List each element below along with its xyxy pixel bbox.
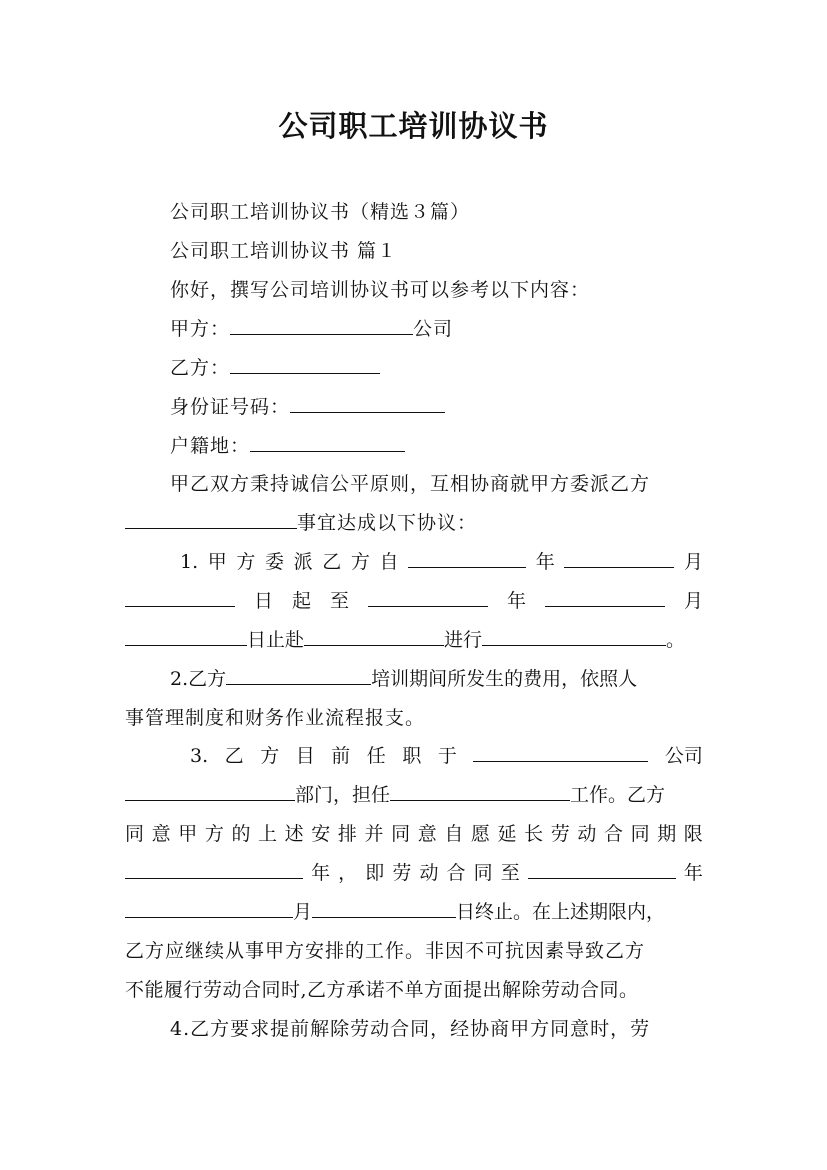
month-label: 月 <box>683 551 703 573</box>
period-mark: 。 <box>666 629 686 651</box>
clause-3-row-6: 乙方应继续从事甲方安排的工作。非因不可抗因素导致乙方 <box>125 940 646 962</box>
clause-2-row-2: 事管理制度和财务作业流程报支。 <box>125 707 426 729</box>
row-char: 排 <box>337 823 357 845</box>
party-a-label: 甲方： <box>170 318 231 340</box>
subtitle-line: 公司职工培训协议书（精选３篇） <box>170 201 471 223</box>
party-b-line <box>125 354 748 382</box>
household-label: 户籍地： <box>170 435 251 457</box>
end-day-text: 日止赴 <box>247 629 305 651</box>
clause-3-row-5 <box>125 898 703 926</box>
company-blank <box>473 743 648 762</box>
agreement-matter-line <box>125 509 703 537</box>
id-number-line <box>125 393 748 421</box>
household-line <box>125 432 748 460</box>
day-label: 日 <box>253 590 273 612</box>
jinxing-text: 进行 <box>444 629 483 651</box>
row-char: 上 <box>258 823 278 845</box>
contract-end-text: 日终止。在上述期限内， <box>456 901 666 923</box>
contract-end-day-blank <box>312 899 456 918</box>
clause-3-char: 乙 <box>224 745 244 767</box>
clause-1-char: 甲 <box>207 551 227 573</box>
matter-text: 事宜达成以下协议： <box>297 512 478 534</box>
clause-1-char: 派 <box>293 551 313 573</box>
end-year-blank <box>368 588 488 607</box>
clause-3-char: 任 <box>366 745 386 767</box>
month-label: 月 <box>293 901 313 923</box>
row-char: 意 <box>417 823 437 845</box>
year-label: 年 <box>506 590 526 612</box>
clause-3-row-1 <box>190 742 703 770</box>
matter-blank <box>125 510 297 529</box>
row-char: 述 <box>284 823 304 845</box>
row-char: ， <box>338 862 358 884</box>
training-blank <box>482 627 666 646</box>
row-char: 合 <box>446 862 466 884</box>
year-label: 年 <box>535 551 555 573</box>
party-b-blank <box>230 355 380 374</box>
intro-line: 你好，撰写公司培训协议书可以参考以下内容： <box>170 279 591 301</box>
start-month-blank <box>564 549 674 568</box>
clause-3-char: 职 <box>402 745 422 767</box>
clause-3-char: 方 <box>260 745 280 767</box>
party-a-suffix: 公司 <box>413 318 454 340</box>
row-char: 至 <box>500 862 520 884</box>
contract-end-month-blank <box>125 899 293 918</box>
qi-label: 起 <box>291 590 311 612</box>
row-char: 即 <box>365 862 385 884</box>
row-char: 同 <box>473 862 493 884</box>
department-text: 部门，担任 <box>295 784 391 806</box>
clause-2-text: 培训期间所发生的费用，依照人 <box>371 668 638 690</box>
clause-3-row-7: 不能履行劳动合同时,乙方承诺不单方面提出解除劳动合同。 <box>125 979 639 1001</box>
row-char: 并 <box>364 823 384 845</box>
row-char: 动 <box>577 823 597 845</box>
company-label: 公司 <box>664 745 703 767</box>
month-label: 月 <box>683 590 703 612</box>
clause-2-row-1 <box>125 665 748 693</box>
row-char: 劳 <box>550 823 570 845</box>
clause-1-char: 方 <box>350 551 370 573</box>
clause-1-row-1 <box>180 548 703 576</box>
household-blank <box>250 433 405 452</box>
row-char: 的 <box>231 823 251 845</box>
work-text: 工作。乙方 <box>570 784 666 806</box>
contract-end-year-blank <box>528 860 676 879</box>
row-char: 同 <box>391 823 411 845</box>
row-char: 甲 <box>178 823 198 845</box>
position-blank <box>390 782 570 801</box>
year-label: 年 <box>683 862 703 884</box>
destination-blank <box>304 627 444 646</box>
row-char: 限 <box>683 823 703 845</box>
clause-4-row-1: 4.乙方要求提前解除劳动合同，经协商甲方同意时，劳 <box>170 1018 651 1040</box>
section-heading: 公司职工培训协议书 篇１ <box>170 240 398 262</box>
document-title: 公司职工培训协议书 <box>278 109 549 143</box>
row-char: 同 <box>630 823 650 845</box>
clause-3-number: 3. <box>190 745 209 767</box>
row-char: 意 <box>151 823 171 845</box>
clause-2-blank <box>226 666 371 685</box>
row-char: 方 <box>204 823 224 845</box>
agreement-intro-line: 甲乙双方秉持诚信公平原则，互相协商就甲方委派乙方 <box>170 473 651 495</box>
clause-3-row-4 <box>125 859 703 887</box>
clause-1-char: 方 <box>236 551 256 573</box>
clause-1-number: 1. <box>180 551 199 573</box>
clause-1-row-3 <box>125 626 703 654</box>
id-number-blank <box>290 394 445 413</box>
row-char: 愿 <box>470 823 490 845</box>
clause-1-char: 自 <box>379 551 399 573</box>
row-char: 合 <box>603 823 623 845</box>
clause-3-char: 前 <box>331 745 351 767</box>
party-a-blank <box>230 316 413 335</box>
clause-1-char: 委 <box>265 551 285 573</box>
clause-1-row-2 <box>125 587 703 615</box>
extension-years-blank <box>125 860 303 879</box>
row-char: 安 <box>311 823 331 845</box>
clause-3-char: 于 <box>437 745 457 767</box>
department-blank <box>125 782 295 801</box>
clause-3-row-2 <box>125 781 703 809</box>
end-day-blank <box>125 627 247 646</box>
clause-2-lead: 2.乙方 <box>170 668 227 690</box>
row-char: 自 <box>444 823 464 845</box>
row-char: 年 <box>311 862 331 884</box>
row-char: 延 <box>497 823 517 845</box>
end-month-blank <box>545 588 665 607</box>
start-year-blank <box>408 549 526 568</box>
start-day-blank <box>125 588 235 607</box>
party-b-label: 乙方： <box>170 357 231 379</box>
row-char: 同 <box>125 823 145 845</box>
id-number-label: 身份证号码： <box>170 396 291 418</box>
row-char: 动 <box>419 862 439 884</box>
clause-1-char: 乙 <box>322 551 342 573</box>
clause-3-char: 目 <box>295 745 315 767</box>
row-char: 期 <box>657 823 677 845</box>
zhi-label: 至 <box>329 590 349 612</box>
row-char: 劳 <box>392 862 412 884</box>
row-char: 长 <box>524 823 544 845</box>
clause-3-row-3 <box>125 820 703 848</box>
party-a-line <box>125 315 748 343</box>
